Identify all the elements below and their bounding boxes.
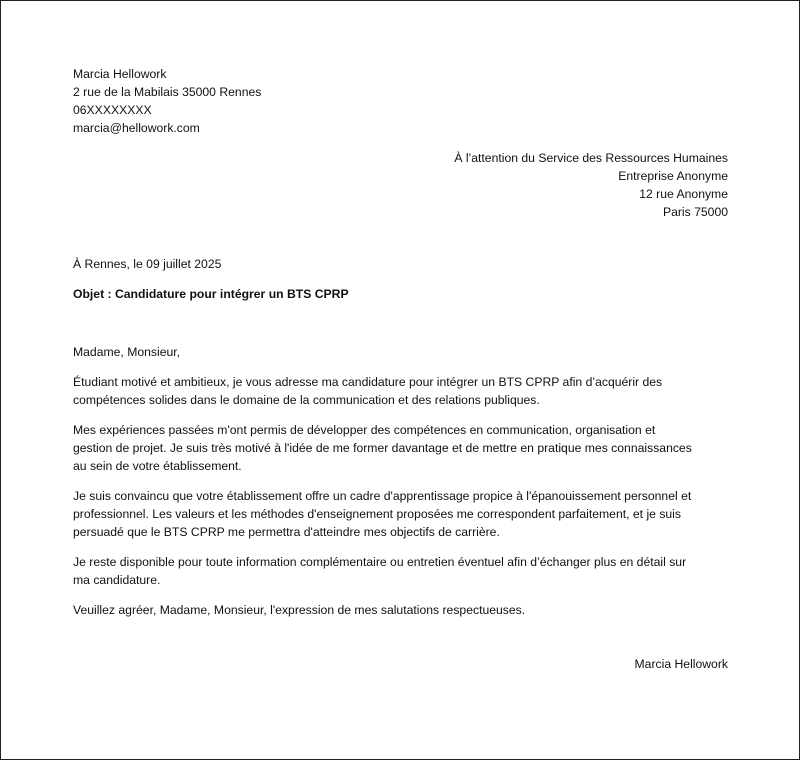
- paragraph-line: professionnel. Les valeurs et les méthodes d'enseignement proposées me correspondent parfaitement, et je suis: [73, 507, 681, 521]
- paragraph-line: ma candidature.: [73, 573, 161, 587]
- paragraph-line: Je reste disponible pour toute information complémentaire ou entretien éventuel afin d’échanger plus en détail sur: [73, 555, 687, 569]
- recipient-attention: À l’attention du Service des Ressources Humaines: [454, 151, 728, 165]
- paragraph-line: compétences solides dans le domaine de la communication et des relations publiques.: [73, 393, 540, 407]
- paragraph-line: Je suis convaincu que votre établissement offre un cadre d'apprentissage propice à l'épanouissement personnel et: [73, 489, 692, 503]
- paragraph-motivation: [73, 487, 728, 541]
- salutation: Madame, Monsieur,: [73, 345, 181, 359]
- paragraph-closing: [73, 601, 728, 619]
- sender-block: [73, 65, 728, 137]
- paragraph-line: Veuillez agréer, Madame, Monsieur, l'expression de mes salutations respectueuses.: [73, 603, 526, 617]
- sender-name: Marcia Hellowork: [73, 67, 167, 81]
- recipient-block: [73, 149, 728, 221]
- cover-letter: [73, 65, 728, 673]
- recipient-city: Paris 75000: [662, 205, 728, 219]
- paragraph-experience: [73, 421, 728, 475]
- paragraph-line: gestion de projet. Je suis très motivé à l'idée de me former davantage et de mettre en pratique mes connaissances: [73, 441, 692, 455]
- sender-phone: 06XXXXXXXX: [73, 103, 152, 117]
- paragraph-availability: [73, 553, 728, 589]
- paragraph-intro: [73, 373, 728, 409]
- paragraph-line: persuadé que le BTS CPRP me permettra d'atteindre mes objectifs de carrière.: [73, 525, 500, 539]
- sender-address: 2 rue de la Mabilais 35000 Rennes: [73, 85, 262, 99]
- paragraph-line: Étudiant motivé et ambitieux, je vous adresse ma candidature pour intégrer un BTS CPRP afin d’acquérir des: [73, 375, 663, 389]
- recipient-company: Entreprise Anonyme: [618, 169, 728, 183]
- recipient-street: 12 rue Anonyme: [639, 187, 728, 201]
- paragraph-line: Mes expériences passées m'ont permis de développer des compétences en communication, organisation et: [73, 423, 656, 437]
- sender-email: marcia@hellowork.com: [73, 121, 200, 135]
- subject-line: Objet : Candidature pour intégrer un BTS CPRP: [73, 287, 349, 301]
- paragraph-line: au sein de votre établissement.: [73, 459, 242, 473]
- signature: Marcia Hellowork: [634, 657, 728, 671]
- date-line: À Rennes, le 09 juillet 2025: [73, 257, 222, 271]
